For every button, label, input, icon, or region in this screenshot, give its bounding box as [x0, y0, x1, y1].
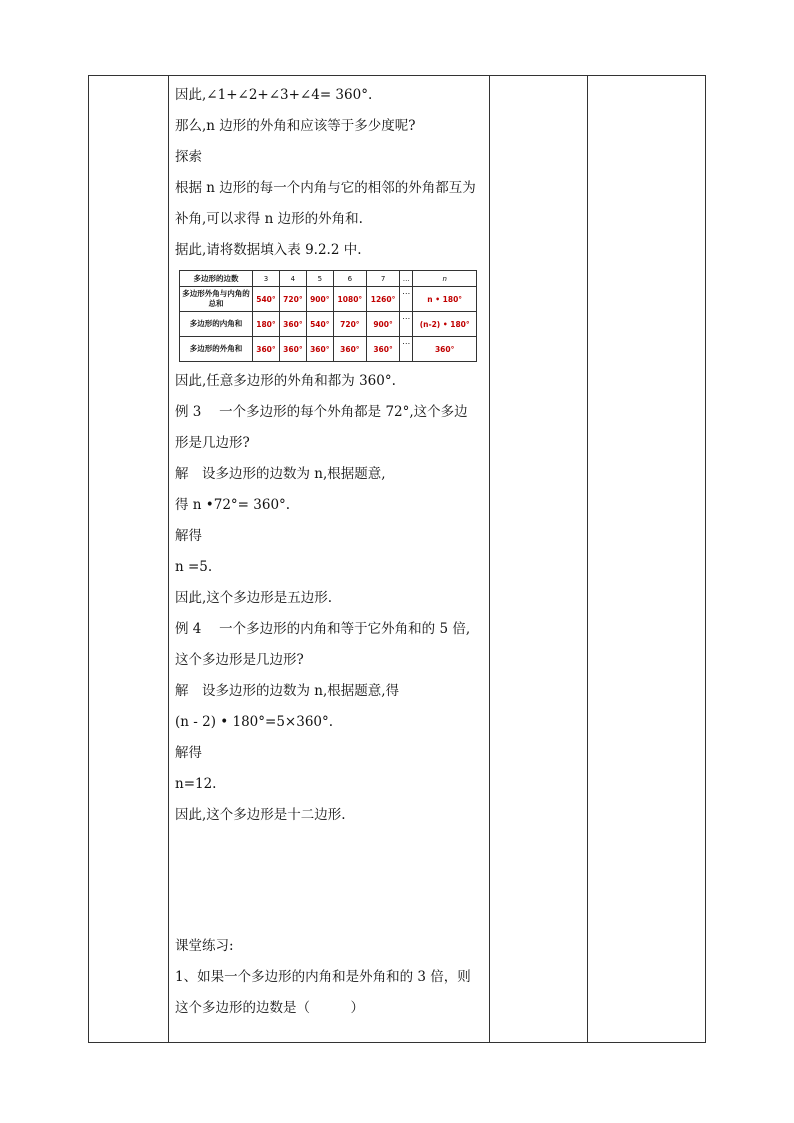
table-cell: … — [400, 312, 413, 337]
row-label: 多边形外角与内角的总和 — [180, 287, 253, 312]
text-line: 得 n •72°= 360°. — [175, 497, 291, 513]
exercise-title: 课堂练习: — [175, 938, 234, 954]
column-divider — [587, 76, 588, 1042]
table-header-cell: 7 — [366, 271, 399, 287]
text-line: 例 4 一个多边形的内角和等于它外角和的 5 倍, — [175, 621, 471, 637]
table-cell: … — [400, 287, 413, 312]
table-cell: n • 180° — [413, 287, 477, 312]
exercise-question: 这个多边形的边数是（ ） — [175, 1000, 364, 1016]
table-row — [180, 287, 477, 312]
table-cell: … — [400, 337, 413, 362]
text-line: 解 设多边形的边数为 n,根据题意,得 — [175, 683, 400, 699]
text-line: 因此,这个多边形是十二边形. — [175, 807, 346, 823]
row-label: 多边形的外角和 — [180, 337, 253, 362]
text-line: 解得 — [175, 528, 202, 544]
table-header-cell: … — [400, 271, 413, 287]
text-line: n =5. — [175, 559, 213, 575]
text-line: 补角,可以求得 n 边形的外角和. — [175, 211, 363, 227]
column-divider — [489, 76, 490, 1042]
table-header-row — [180, 271, 477, 287]
spacer — [175, 831, 485, 931]
table-row — [180, 337, 477, 362]
text-line: 因此,这个多边形是五边形. — [175, 590, 333, 606]
text-line: 形是几边形? — [175, 435, 250, 451]
table-header-cell: n — [413, 271, 477, 287]
text-line: 探索 — [175, 149, 202, 165]
text-line: 这个多边形是几边形? — [175, 652, 304, 668]
text-line: 例 3 一个多边形的每个外角都是 72°,这个多边 — [175, 404, 468, 420]
table-cell: 360° — [306, 337, 333, 362]
text-line: 解得 — [175, 745, 202, 761]
table-row — [180, 312, 477, 337]
exercise-question: 1、如果一个多边形的内角和是外角和的 3 倍，则 — [175, 969, 471, 985]
table-cell: 180° — [253, 312, 280, 337]
table-cell: (n-2) • 180° — [413, 312, 477, 337]
table-cell: 360° — [413, 337, 477, 362]
table-cell: 360° — [333, 337, 366, 362]
polygon-angle-table — [179, 270, 477, 362]
table-header-cell: 多边形的边数 — [180, 271, 253, 287]
table-cell: 1260° — [366, 287, 399, 312]
table-cell: 360° — [279, 312, 306, 337]
text-line: 那么,n 边形的外角和应该等于多少度呢? — [175, 118, 416, 134]
table-cell: 540° — [253, 287, 280, 312]
table-header-cell: 5 — [306, 271, 333, 287]
table-cell: 360° — [366, 337, 399, 362]
text-line: 根据 n 边形的每一个内角与它的相邻的外角都互为 — [175, 180, 476, 196]
text-line: (n - 2) • 180°=5×360°. — [175, 714, 334, 730]
text-line: 因此,任意多边形的外角和都为 360°. — [175, 373, 396, 389]
table-cell: 1080° — [333, 287, 366, 312]
table-header-cell: 4 — [279, 271, 306, 287]
table-cell: 720° — [279, 287, 306, 312]
table-cell: 360° — [253, 337, 280, 362]
text-line: 解 设多边形的边数为 n,根据题意, — [175, 466, 386, 482]
lesson-content — [175, 80, 485, 1024]
row-label: 多边形的内角和 — [180, 312, 253, 337]
table-cell: 900° — [366, 312, 399, 337]
table-cell: 540° — [306, 312, 333, 337]
text-line: n=12. — [175, 776, 217, 792]
table-header-cell: 3 — [253, 271, 280, 287]
table-cell: 900° — [306, 287, 333, 312]
table-cell: 720° — [333, 312, 366, 337]
table-cell: 360° — [279, 337, 306, 362]
text-line: 据此,请将数据填入表 9.2.2 中. — [175, 242, 362, 258]
table-header-cell: 6 — [333, 271, 366, 287]
lesson-table — [88, 75, 706, 1043]
column-divider — [168, 76, 169, 1042]
text-line: 因此,∠1+∠2+∠3+∠4= 360°. — [175, 87, 373, 103]
